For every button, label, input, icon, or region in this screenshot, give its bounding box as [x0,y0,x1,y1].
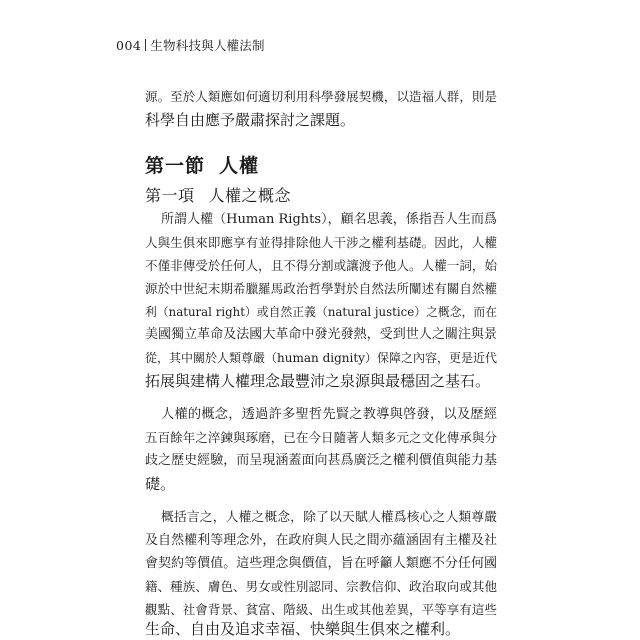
paragraph-line: 美國獨立革命及法國大革命中發光發熱，受到世人之關注與景 [145,327,497,342]
paragraph-line: 人與生俱來即應享有並得排除他人干涉之權利基礎。因此，人權 [145,235,497,250]
section-number: 第一節 [145,155,206,177]
paragraph-line: 歧之歷史經驗，而呈現涵蓋面向甚爲廣泛之權利價值與能力基 [145,453,497,468]
paragraph-line: 及自然權利等理念外，在政府與人民之間亦蘊涵固有主權及社 [145,533,497,548]
paragraph-line: 觀點、社會背景、貧富、階級、出生或其他差異，平等享有這些 [145,602,497,617]
paragraph-line: 礎。 [145,475,176,493]
section-heading [145,155,259,177]
subsection-number: 第一項 [145,186,195,205]
paragraph-line: 生命、自由及追求幸福、快樂與生俱來之權利。 [145,620,461,638]
paragraph-line: 利（natural right）或自然正義（natural justice）之概念，而在 [145,305,497,319]
paragraph-line: 拓展與建構人權理念最豐沛之泉源與最穩固之基石。 [145,372,491,390]
intro-line: 源。至於人類應如何適切利用科學發展契機，以造福人群，則是 [145,89,497,104]
paragraph-line: 不僅非傳受於任何人，且不得分割或讓渡予他人。人權一詞，始 [145,258,497,273]
paragraph-line: 從，其中關於人類尊嚴（human dignity）保障之內容，更是近代 [145,351,497,365]
subsection-title: 人權之概念 [208,186,292,205]
page-number: 004 [116,38,142,53]
intro-line: 科學自由應予嚴肅探討之課題。 [145,111,356,129]
section-title: 人權 [219,155,260,177]
paragraph-line: 人權的概念，透過許多聖哲先賢之教導與啓發，以及歷經 [161,407,497,422]
paragraph-line: 概括言之，人權之概念，除了以天賦人權爲核心之人類尊嚴 [161,510,497,525]
running-header [116,39,265,53]
paragraph-line: 源於中世紀末期希臘羅馬政治哲學對於自然法所闡述有關自然權 [145,281,497,296]
header-divider [145,39,146,51]
paragraph-line: 會契約等價值。這些理念與價值，旨在呼籲人類應不分任何國 [145,556,497,571]
paragraph-line: 五百餘年之淬鍊與琢磨，已在今日隨著人類多元之文化傳承與分 [145,430,497,445]
paragraph-line: 所謂人權（Human Rights），顧名思義，係指吾人生而爲 [161,212,497,227]
paragraph-line: 籍、種族、膚色、男女或性別認同、宗教信仰、政治取向或其他 [145,579,497,594]
book-title: 生物科技與人權法制 [150,38,265,53]
subsection-heading [145,186,291,206]
